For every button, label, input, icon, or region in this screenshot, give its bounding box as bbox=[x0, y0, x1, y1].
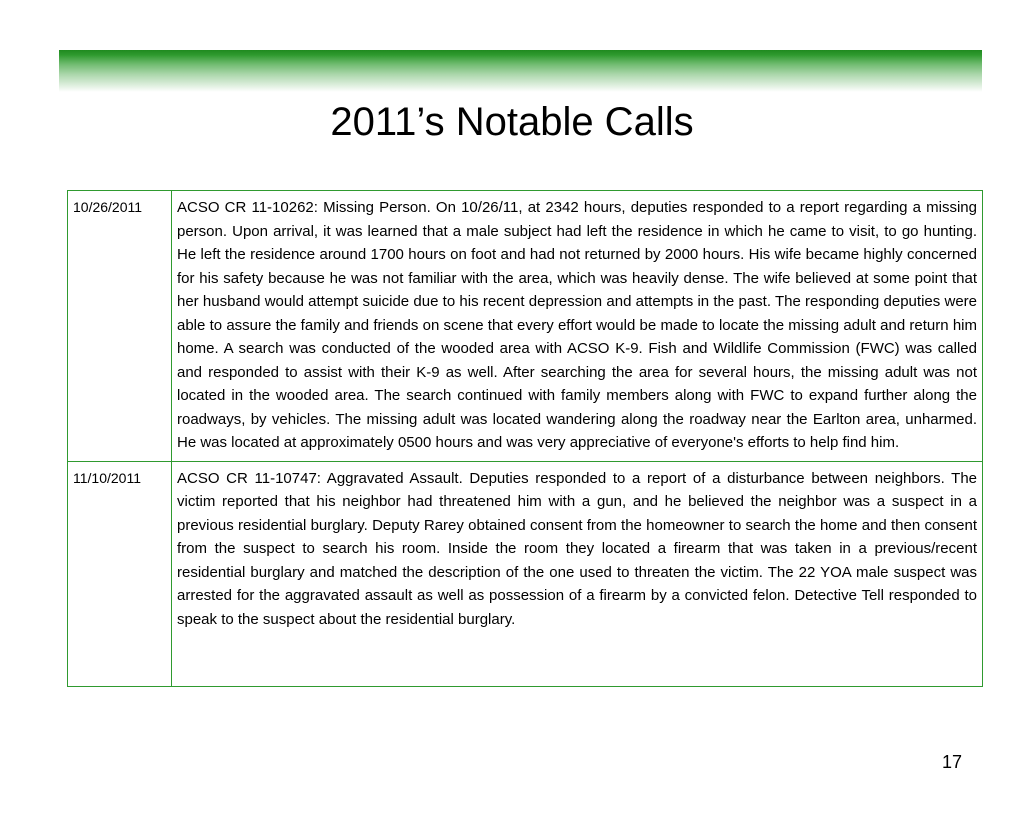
page-number: 17 bbox=[941, 752, 962, 772]
notable-calls-table bbox=[67, 190, 983, 687]
table-row bbox=[68, 461, 983, 686]
call-description: ACSO CR 11-10262: Missing Person. On 10/26/11, at 2342 hours, deputies responded to a report regarding a missing person. Upon arrival, it was learned that a male subject had left the residence in which he came to visit, to go hunting. He left the residence around 1700 hours on foot and had not returned by 2000 hours. His wife became highly concerned for his safety because he was not familiar with the area, which was heavily dense. The wife believed at some point that her husband would attempt suicide due to his recent depression and attempts in the past. The responding deputies were able to assure the family and friends on scene that every effort would be made to locate the missing adult and return him home. A search was conducted of the wooded area with ACSO K-9. Fish and Wildlife Commission (FWC) was called and responded to assist with their K-9 as well. After searching the area for several hours, the missing adult was not located in the wooded area. The search continued with family members along with FWC to expand further along the roadways, by vehicles. The missing adult was located wandering along the roadway near the Earlton area, unharmed. He was located at approximately 0500 hours and was very appreciative of everyone's efforts to help find him. bbox=[172, 191, 983, 462]
header-gradient-bar bbox=[59, 50, 982, 92]
slide-title: 2011’s Notable Calls bbox=[330, 100, 694, 144]
call-date: 10/26/2011 bbox=[68, 191, 172, 462]
call-description: ACSO CR 11-10747: Aggravated Assault. Deputies responded to a report of a disturbance between neighbors. The victim reported that his neighbor had threatened him with a gun, and he believed the neighbor was a suspect in a previous residential burglary. Deputy Rarey obtained consent from the homeowner to search the home and then consent from the suspect to search his room. Inside the room they located a firearm that was taken in a previous/recent residential burglary and matched the description of the one used to threaten the victim. The 22 YOA male suspect was arrested for the aggravated assault as well as possession of a firearm by a convicted felon. Detective Tell responded to speak to the suspect about the residential burglary. bbox=[172, 461, 983, 686]
call-date: 11/10/2011 bbox=[68, 461, 172, 686]
table-row bbox=[68, 191, 983, 462]
